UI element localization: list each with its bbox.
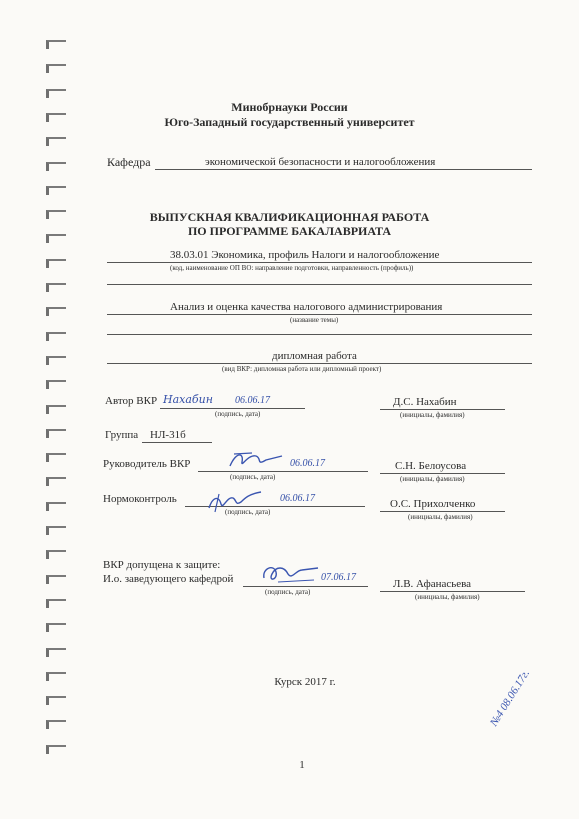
- group-value: НЛ-31б: [150, 429, 186, 441]
- author-name-caption: (инициалы, фамилия): [400, 411, 465, 419]
- program-underline: [107, 262, 532, 263]
- binding-tooth: [46, 356, 66, 365]
- supervisor-name-caption: (инициалы, фамилия): [400, 475, 465, 483]
- binding-tooth: [46, 283, 66, 292]
- department-value: экономической безопасности и налогообложения: [205, 156, 436, 168]
- binding-tooth: [46, 380, 66, 389]
- title-line2: ПО ПРОГРАММЕ БАКАЛАВРИАТА: [187, 224, 392, 238]
- binding-tooth: [46, 162, 66, 171]
- author-name: Д.С. Нахабин: [393, 396, 457, 408]
- author-signature-caption: (подпись, дата): [215, 410, 261, 418]
- binding-tooth: [46, 575, 66, 584]
- binding-tooth: [46, 745, 66, 754]
- title-line1: ВЫПУСКНАЯ КВАЛИФИКАЦИОННАЯ РАБОТА: [149, 210, 430, 224]
- normcontrol-label: Нормоконтроль: [103, 493, 177, 505]
- binding-tooth: [46, 550, 66, 559]
- binding-tooth: [46, 259, 66, 268]
- supervisor-label: Руководитель ВКР: [103, 458, 191, 470]
- binding-tooth: [46, 453, 66, 462]
- head-label: И.о. заведующего кафедрой: [103, 573, 234, 585]
- author-signature: Нахабин: [163, 393, 213, 406]
- group-line: [142, 442, 212, 443]
- binding-tooth: [46, 64, 66, 73]
- binding-tooth: [46, 137, 66, 146]
- university-text: Юго-Западный государственный университет: [164, 115, 415, 129]
- binding-tooth: [46, 40, 66, 49]
- normcontrol-date: 06.06.17: [280, 493, 315, 504]
- binding-tooth: [46, 307, 66, 316]
- normcontrol-signature-caption: (подпись, дата): [225, 508, 271, 516]
- head-name-caption: (инициалы, фамилия): [415, 593, 480, 601]
- supervisor-name: С.Н. Белоусова: [395, 460, 467, 472]
- department-label: Кафедра: [107, 155, 151, 169]
- binding-tooth: [46, 332, 66, 341]
- binding-comb: [46, 40, 76, 780]
- admitted-label: ВКР допущена к защите:: [103, 559, 221, 571]
- program-blank-line: [107, 284, 532, 285]
- supervisor-date: 06.06.17: [290, 458, 325, 469]
- supervisor-signature: [226, 448, 286, 474]
- topic-underline: [107, 314, 532, 315]
- program-caption: (код, наименование ОП ВО: направление подготовки, направленность (профиль)): [170, 264, 414, 272]
- supervisor-signature-caption: (подпись, дата): [230, 473, 276, 481]
- head-signature: [258, 560, 322, 588]
- work-type-caption: (вид ВКР: дипломная работа или дипломный проект): [222, 365, 382, 373]
- topic-caption: (название темы): [290, 316, 339, 324]
- head-date: 07.06.17: [321, 572, 356, 583]
- author-label: Автор ВКР: [105, 395, 158, 407]
- binding-tooth: [46, 477, 66, 486]
- binding-tooth: [46, 502, 66, 511]
- binding-tooth: [46, 648, 66, 657]
- binding-tooth: [46, 526, 66, 535]
- binding-tooth: [46, 696, 66, 705]
- department-underline: [155, 169, 532, 170]
- binding-tooth: [46, 405, 66, 414]
- topic-value: Анализ и оценка качества налогового администрирования: [170, 301, 443, 313]
- normcontrol-name-caption: (инициалы, фамилия): [408, 513, 473, 521]
- head-signature-caption: (подпись, дата): [265, 588, 311, 596]
- head-name-line: [380, 591, 525, 592]
- work-type-value: дипломная работа: [272, 350, 357, 362]
- page-number: 1: [299, 759, 305, 771]
- binding-tooth: [46, 429, 66, 438]
- binding-tooth: [46, 186, 66, 195]
- binding-tooth: [46, 599, 66, 608]
- normcontrol-name-line: [380, 511, 505, 512]
- binding-tooth: [46, 89, 66, 98]
- city-year: Курск 2017 г.: [274, 676, 336, 688]
- binding-tooth: [46, 623, 66, 632]
- program-value: 38.03.01 Экономика, профиль Налоги и налогообложение: [170, 249, 440, 261]
- head-name: Л.В. Афанасьева: [393, 578, 472, 590]
- handwritten-note: №4 08.06.17г.: [488, 667, 533, 729]
- topic-blank-line: [107, 334, 532, 335]
- group-label: Группа: [105, 429, 139, 441]
- normcontrol-name: О.С. Прихолченко: [390, 498, 476, 510]
- work-type-underline: [107, 363, 532, 364]
- author-name-line: [380, 409, 505, 410]
- ministry-text: Минобрнауки России: [231, 100, 348, 114]
- author-signature-line: [160, 408, 305, 409]
- author-date: 06.06.17: [235, 395, 270, 406]
- binding-tooth: [46, 720, 66, 729]
- supervisor-name-line: [380, 473, 505, 474]
